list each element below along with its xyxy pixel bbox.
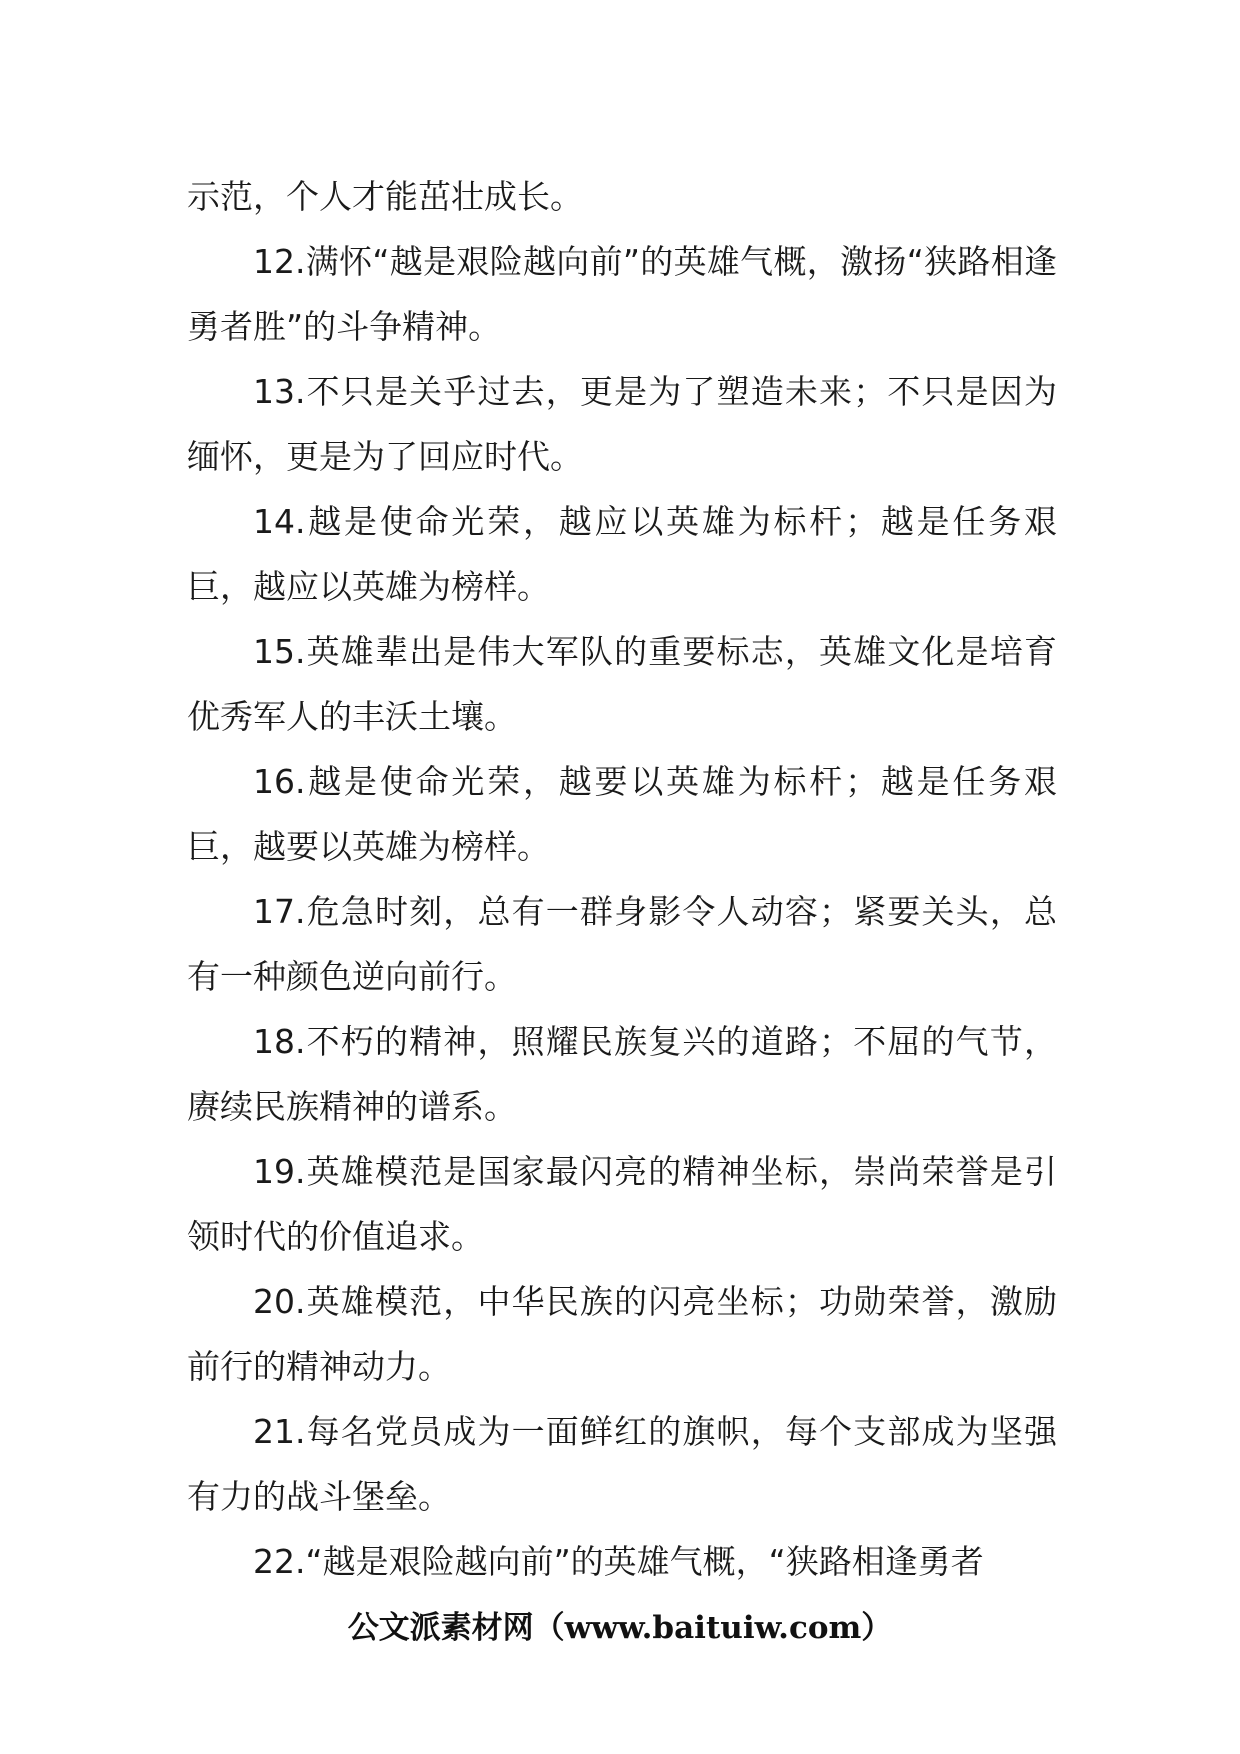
paragraph-item-16: 16.越是使命光荣，越要以英雄为标杆；越是任务艰巨，越要以英雄为榜样。 (187, 762, 1057, 866)
paragraph-item-15: 15.英雄辈出是伟大军队的重要标志，英雄文化是培育优秀军人的丰沃土壤。 (187, 632, 1057, 736)
paragraph-continuation: 示范，个人才能茁壮成长。 (187, 177, 583, 216)
document-body (187, 164, 1057, 1594)
paragraph-item-18: 18.不朽的精神，照耀民族复兴的道路；不屈的气节，赓续民族精神的谱系。 (187, 1022, 1057, 1126)
paragraph-item-14: 14.越是使命光荣，越应以英雄为标杆；越是任务艰巨，越应以英雄为榜样。 (187, 502, 1057, 606)
paragraph-item-13: 13.不只是关乎过去，更是为了塑造未来；不只是因为缅怀，更是为了回应时代。 (187, 372, 1057, 476)
paragraph-item-22: 22.“越是艰险越向前”的英雄气概，“狭路相逢勇者 (253, 1542, 984, 1581)
page-footer-watermark: 公文派素材网（www.baituiw.com） (347, 1610, 893, 1646)
paragraph-item-19: 19.英雄模范是国家最闪亮的精神坐标，崇尚荣誉是引领时代的价值追求。 (187, 1152, 1057, 1256)
paragraph-item-21: 21.每名党员成为一面鲜红的旗帜，每个支部成为坚强有力的战斗堡垒。 (187, 1412, 1057, 1516)
paragraph-item-17: 17.危急时刻，总有一群身影令人动容；紧要关头，总有一种颜色逆向前行。 (187, 892, 1057, 996)
paragraph-item-20: 20.英雄模范，中华民族的闪亮坐标；功勋荣誉，激励前行的精神动力。 (187, 1282, 1057, 1386)
paragraph-item-12: 12.满怀“越是艰险越向前”的英雄气概，激扬“狭路相逢勇者胜”的斗争精神。 (187, 242, 1057, 346)
